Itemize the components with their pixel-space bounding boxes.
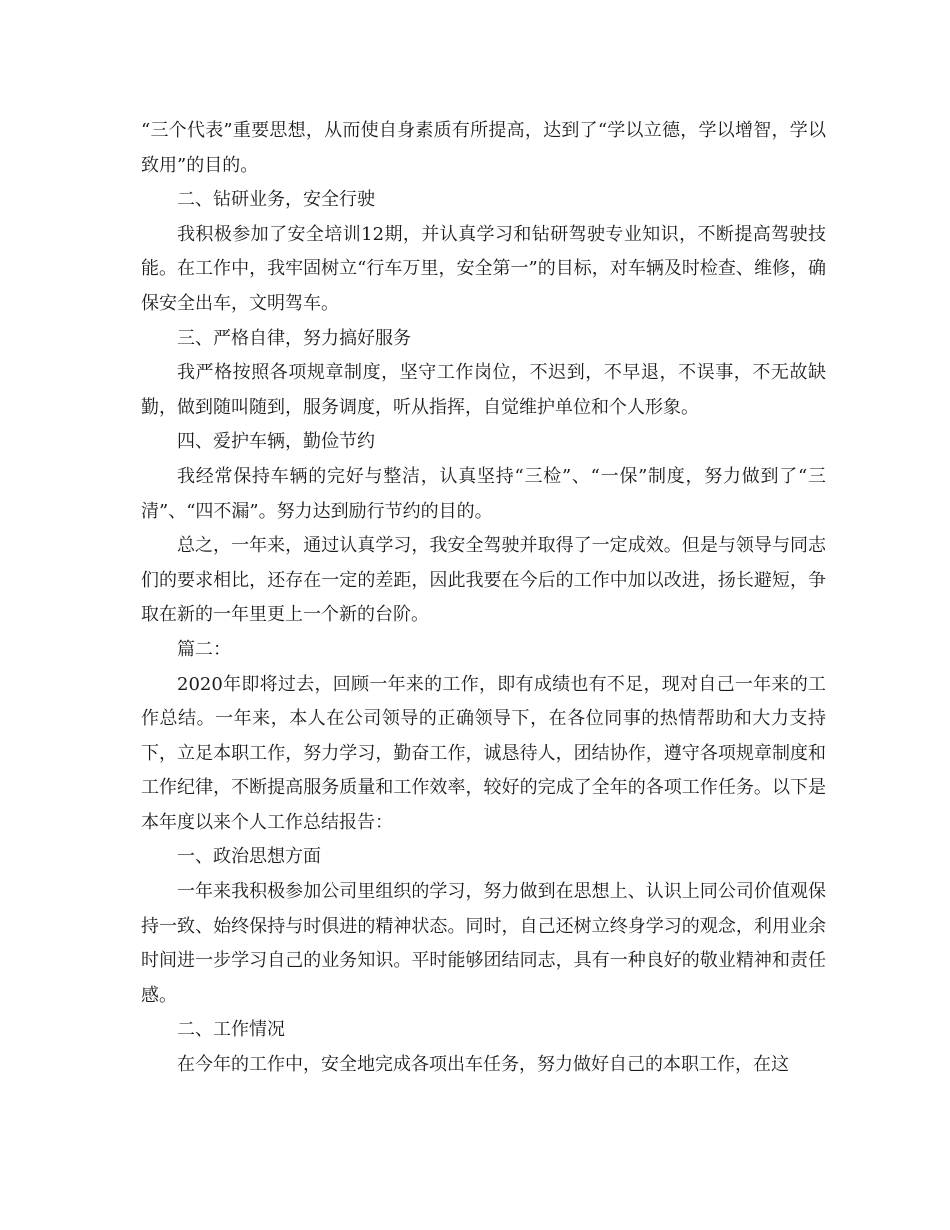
- paragraph: 总之，一年来，通过认真学习，我安全驾驶并取得了一定成效。但是与领导与同志们的要求相比，还存在一定的差距，因此我要在今后的工作中加以改进，扬长避短，争取在新的一年里更上一个新的台阶。: [141, 535, 826, 626]
- document-body: [141, 114, 826, 1083]
- paragraph: 我严格按照各项规章制度，坚守工作岗位，不迟到，不早退，不误事，不无故缺勤，做到随叫随到，服务调度，听从指挥，自觉维护单位和个人形象。: [141, 362, 826, 418]
- paragraph: “三个代表”重要思想，从而使自身素质有所提高，达到了“学以立德，学以增智，学以致用”的目的。: [141, 120, 826, 176]
- paragraph: 我积极参加了安全培训12期，并认真学习和钻研驾驶专业知识，不断提高驾驶技能。在工作中，我牢固树立“行车万里，安全第一”的目标，对车辆及时检查、维修，确保安全出车，文明驾车。: [141, 223, 826, 314]
- paragraph: 一年来我积极参加公司里组织的学习，努力做到在思想上、认识上同公司价值观保持一致、始终保持与时俱进的精神状态。同时，自己还树立终身学习的观念，利用业余时间进一步学习自己的业务知识。平时能够团结同志，具有一种良好的敬业精神和责任感。: [141, 881, 826, 1006]
- paragraph: 在今年的工作中，安全地完成各项出车任务，努力做好自己的本职工作，在这: [177, 1054, 789, 1076]
- section-heading: 二、钻研业务，安全行驶: [177, 189, 375, 211]
- section-heading: 一、政治思想方面: [177, 846, 321, 868]
- paragraph: 2020年即将过去，回顾一年来的工作，即有成绩也有不足，现对自己一年来的工作总结。一年来，本人在公司领导的正确领导下，在各位同事的热情帮助和大力支持下，立足本职工作，努力学习，勤奋工作，诚恳待人，团结协作，遵守各项规章制度和工作纪律，不断提高服务质量和工作效率，较好的完成了全年的各项工作任务。以下是本年度以来个人工作总结报告：: [141, 673, 826, 833]
- paragraph: 我经常保持车辆的完好与整洁，认真坚持“三检”、“一保”制度，努力做到了“三清”、“四不漏”。努力达到励行节约的目的。: [141, 465, 826, 522]
- section-heading: 四、爱护车辆，勤俭节约: [177, 431, 375, 453]
- section-heading: 三、严格自律，努力搞好服务: [177, 327, 411, 349]
- section-heading: 篇二：: [177, 638, 231, 660]
- section-heading: 二、工作情况: [177, 1019, 285, 1041]
